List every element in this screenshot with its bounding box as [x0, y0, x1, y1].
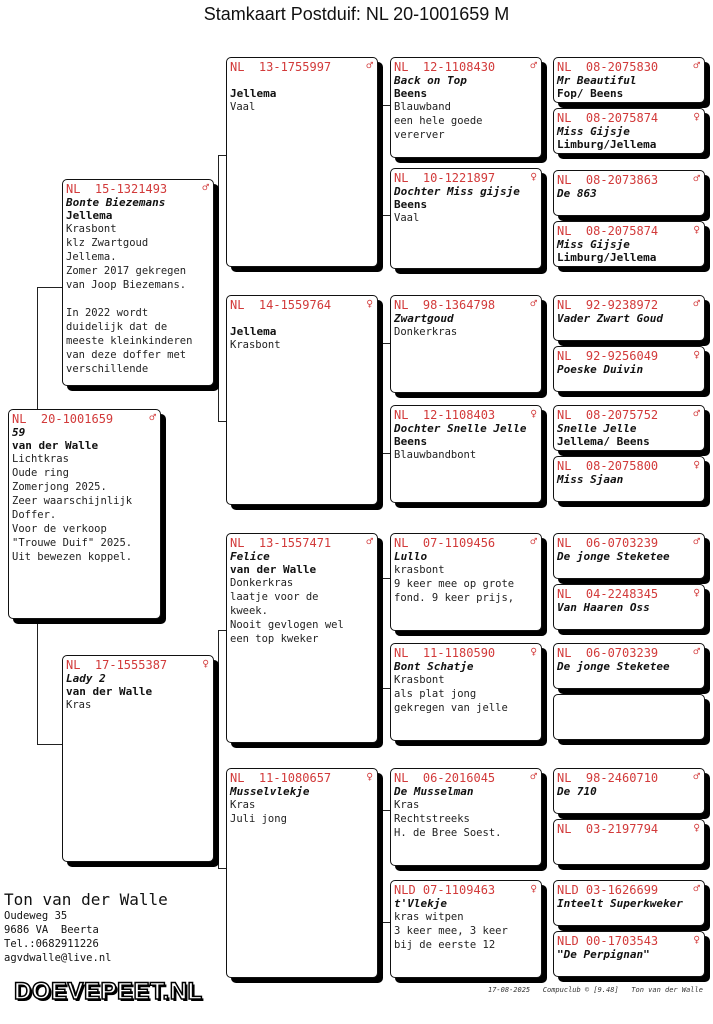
owner-name: Jellema/ Beens — [557, 435, 650, 448]
pigeon-note: van deze doffer met — [66, 349, 187, 361]
pigeon-name: Inteelt Superkweker — [557, 897, 683, 910]
connector-line — [546, 428, 547, 478]
connector-line — [382, 922, 390, 923]
pigeon-note: een hele goede — [394, 115, 483, 127]
connector-line — [382, 215, 390, 216]
pigeon-name: Zwartgoud — [394, 312, 454, 325]
female-icon: ♀ — [693, 110, 700, 123]
pigeon-card-p21 — [553, 405, 705, 451]
connector-line — [382, 343, 383, 453]
pigeon-card-p12 — [390, 643, 542, 741]
pigeon-card-p10 — [390, 405, 542, 503]
female-icon: ♀ — [693, 458, 700, 471]
pigeon-note: Zeer waarschijnlijk — [12, 495, 133, 507]
pigeon-name: Miss Gijsje — [557, 238, 630, 251]
connector-line — [382, 453, 390, 454]
ring-number: NLD 07-1109463 — [394, 883, 496, 897]
pigeon-note: laatje voor de — [230, 591, 319, 603]
pigeon-note: Donkerkras — [230, 577, 294, 589]
male-icon: ♂ — [530, 535, 537, 548]
owner-name: Fop/ Beens — [557, 87, 624, 100]
connector-line — [37, 744, 62, 745]
pigeon-name: Lady 2 — [66, 672, 106, 685]
pigeon-card-p26 — [553, 694, 705, 740]
pigeon-note: Kras — [66, 699, 92, 711]
page-title: Stamkaart Postduif: NL 20-1001659 M — [203, 4, 510, 24]
pigeon-note: Rechtstreeks — [394, 813, 470, 825]
pigeon-note: Blauwbandbont — [394, 449, 477, 461]
owner-name: Jellema — [230, 87, 277, 100]
connector-line — [218, 421, 226, 422]
pigeon-note: een top kweker — [230, 633, 319, 645]
pigeon-note: Vaal — [394, 212, 420, 224]
pigeon-note: gekregen van jelle — [394, 702, 508, 714]
male-icon: ♂ — [693, 407, 700, 420]
female-icon: ♀ — [530, 645, 537, 658]
pigeon-card-p11 — [390, 533, 542, 631]
pigeon-note: 9 keer mee op grote — [394, 578, 515, 590]
pigeon-note: klz Zwartgoud — [66, 237, 149, 249]
ring-number: NL 06-0703239 — [557, 646, 659, 660]
connector-line — [546, 665, 547, 715]
pigeon-card-p6 — [226, 768, 378, 978]
ring-number: NL 13-1755997 — [230, 60, 332, 74]
pigeon-note: krasbont — [394, 564, 445, 576]
pigeon-card-p29 — [553, 880, 705, 926]
pigeon-card-p23 — [553, 533, 705, 579]
ring-number: NLD 03-1626699 — [557, 883, 659, 897]
pigeon-note: Kras — [394, 799, 420, 811]
ring-number: NL 08-2075830 — [557, 60, 659, 74]
connector-line — [546, 897, 547, 947]
connector-line — [37, 287, 62, 288]
ring-number: NL 08-2075874 — [557, 111, 659, 125]
ring-number: NL 06-0703239 — [557, 536, 659, 550]
pigeon-name: De jonge Steketee — [557, 550, 670, 563]
pigeon-card-p27 — [553, 768, 705, 814]
female-icon: ♀ — [366, 297, 373, 310]
female-icon: ♀ — [693, 933, 700, 946]
male-icon: ♂ — [149, 411, 156, 424]
pigeon-card-p7 — [390, 57, 542, 158]
pigeon-note: "Trouwe Duif" 2025. — [12, 537, 133, 549]
pigeon-card-p16 — [553, 108, 705, 154]
pigeon-note: Kras — [230, 799, 256, 811]
female-icon: ♀ — [693, 586, 700, 599]
pigeon-note: Oude ring — [12, 467, 69, 479]
pigeon-name: Poeske Duivin — [557, 363, 644, 376]
pigeon-note: Zomerjong 2025. — [12, 481, 107, 493]
pigeon-note: duidelijk dat de — [66, 321, 168, 333]
owner-name: van der Walle — [66, 685, 153, 698]
pigeon-note: In 2022 wordt — [66, 307, 149, 319]
pigeon-note: Nooit gevlogen wel — [230, 619, 344, 631]
pigeon-note: meeste kleinkinderen — [66, 335, 193, 347]
owner-name: Beens — [394, 435, 428, 448]
owner-address-2: 9686 VA Beerta — [4, 924, 99, 936]
owner-name: Limburg/Jellema — [557, 138, 657, 151]
pigeon-card-p22 — [553, 456, 705, 502]
ring-number: NL 20-1001659 — [12, 412, 114, 426]
pigeon-name: De jonge Steketee — [557, 660, 670, 673]
pigeon-note: Uit bewezen koppel. — [12, 551, 133, 563]
owner-name: van der Walle — [12, 439, 99, 452]
pigeon-card-p30 — [553, 931, 705, 977]
pigeon-card-p9 — [390, 295, 542, 393]
male-icon: ♂ — [202, 181, 209, 194]
connector-line — [546, 80, 547, 130]
male-icon: ♂ — [366, 535, 373, 548]
male-icon: ♂ — [693, 770, 700, 783]
ring-number: NL 08-2075752 — [557, 408, 659, 422]
pigeon-name: Felice — [230, 550, 270, 563]
pigeon-name: Miss Sjaan — [557, 473, 624, 486]
ring-number: NL 07-1109456 — [394, 536, 496, 550]
pigeon-card-p4 — [226, 295, 378, 505]
pigeon-card-p8 — [390, 168, 542, 269]
male-icon: ♂ — [530, 59, 537, 72]
pigeon-card-p5 — [226, 533, 378, 743]
female-icon: ♀ — [366, 770, 373, 783]
pigeon-name: Lullo — [394, 550, 428, 563]
pigeon-note: vererver — [394, 129, 445, 141]
connector-line — [382, 578, 390, 579]
male-icon: ♂ — [693, 645, 700, 658]
pigeon-name: De Musselman — [394, 785, 474, 798]
pigeon-note: Voor de verkoop — [12, 523, 107, 535]
male-icon: ♂ — [366, 59, 373, 72]
pigeon-note: Zomer 2017 gekregen — [66, 265, 187, 277]
print-info: 17-08-2025 Compuclub © [9.48] Ton van der Walle — [488, 986, 703, 994]
pigeon-note: H. de Bree Soest. — [394, 827, 502, 839]
pigeon-card-p2 — [62, 655, 214, 862]
ring-number: NL 98-2460710 — [557, 771, 659, 785]
ring-number: NL 08-2073863 — [557, 173, 659, 187]
pigeon-note: bij de eerste 12 — [394, 939, 496, 951]
female-icon: ♀ — [202, 657, 209, 670]
pigeon-name: Dochter Snelle Jelle — [394, 422, 527, 435]
ring-number: NL 92-9238972 — [557, 298, 659, 312]
pigeon-card-p24 — [553, 584, 705, 630]
connector-line — [382, 343, 390, 344]
owner-address-1: Oudeweg 35 — [4, 910, 68, 922]
pigeon-note: Krasbont — [394, 674, 445, 686]
pigeon-note: als plat jong — [394, 688, 477, 700]
pigeon-note: Doffer. — [12, 509, 57, 521]
pigeon-name: "De Perpignan" — [557, 948, 650, 961]
ring-number: NL 06-2016045 — [394, 771, 496, 785]
ring-number: NL 12-1108430 — [394, 60, 496, 74]
owner-name: Beens — [394, 198, 428, 211]
pigeon-name: Van Haaren Oss — [557, 601, 650, 614]
pigeon-name: De 863 — [557, 187, 597, 200]
female-icon: ♀ — [530, 882, 537, 895]
ring-number: NL 10-1221897 — [394, 171, 496, 185]
pigeon-name: Miss Gijsje — [557, 125, 630, 138]
pigeon-name: Back on Top — [394, 74, 467, 87]
ring-number: NL 92-9256049 — [557, 349, 659, 363]
pigeon-note: Vaal — [230, 101, 256, 113]
ring-number: NL 98-1364798 — [394, 298, 496, 312]
connector-line — [382, 688, 390, 689]
ring-number: NL 03-2197794 — [557, 822, 659, 836]
male-icon: ♂ — [530, 297, 537, 310]
pigeon-note: verschillende — [66, 363, 149, 375]
male-icon: ♂ — [530, 770, 537, 783]
ring-number: NL 14-1559764 — [230, 298, 332, 312]
ring-number: NL 04-2248345 — [557, 587, 659, 601]
female-icon: ♀ — [693, 821, 700, 834]
owner-name: van der Walle — [230, 563, 317, 576]
pigeon-card-p13 — [390, 768, 542, 866]
owner-phone: Tel.:0682911226 — [4, 938, 99, 950]
pigeon-card-p3 — [226, 57, 378, 267]
pigeon-note: Lichtkras — [12, 453, 69, 465]
pigeon-note: 3 keer mee, 3 keer — [394, 925, 508, 937]
ring-number: NL 12-1108403 — [394, 408, 496, 422]
connector-line — [546, 785, 547, 835]
connector-line — [218, 155, 219, 421]
pigeon-name: Musselvlekje — [230, 785, 310, 798]
pigeon-note: Jellema. — [66, 251, 117, 263]
ring-number: NL 13-1557471 — [230, 536, 332, 550]
pigeon-note: Juli jong — [230, 813, 287, 825]
connector-line — [218, 630, 226, 631]
pigeon-name: Bont Schatje — [394, 660, 474, 673]
male-icon: ♂ — [693, 59, 700, 72]
pigeon-note: Krasbont — [230, 339, 281, 351]
pigeon-card-p25 — [553, 643, 705, 689]
pigeon-note: van Joop Biezemans. — [66, 279, 187, 291]
pigeon-note: Krasbont — [66, 223, 117, 235]
owner-block — [4, 890, 168, 965]
pigeon-note — [66, 292, 210, 306]
pigeon-note: kras witpen — [394, 911, 464, 923]
ring-number: NL 08-2075800 — [557, 459, 659, 473]
female-icon: ♀ — [693, 348, 700, 361]
ring-number: NL 11-1080657 — [230, 771, 332, 785]
female-icon: ♀ — [693, 223, 700, 236]
pigeon-card-p0 — [8, 409, 161, 619]
owner-name: Jellema — [66, 209, 113, 222]
pigeon-card-p18 — [553, 221, 705, 267]
pigeon-card-p20 — [553, 346, 705, 392]
pigeon-note: Blauwband — [394, 101, 451, 113]
connector-line — [218, 155, 226, 156]
male-icon: ♂ — [693, 535, 700, 548]
connector-line — [546, 553, 547, 603]
ring-number: NL 11-1180590 — [394, 646, 496, 660]
ring-number: NL 08-2075874 — [557, 224, 659, 238]
pigeon-note: kweek. — [230, 605, 268, 617]
pigeon-card-p14 — [390, 880, 542, 978]
owner-name: Ton van der Walle — [4, 890, 168, 909]
connector-line — [382, 105, 383, 215]
pigeon-note: Donkerkras — [394, 326, 458, 338]
ring-number: NL 15-1321493 — [66, 182, 168, 196]
pigeon-note: fond. 9 keer prijs, — [394, 592, 515, 604]
pigeon-name: Dochter Miss gijsje — [394, 185, 520, 198]
connector-line — [382, 105, 390, 106]
owner-name: Beens — [394, 87, 428, 100]
pigeon-card-p15 — [553, 57, 705, 103]
pigeon-name: t'Vlekje — [394, 897, 447, 910]
ring-number: NLD 00-1703543 — [557, 934, 659, 948]
site-logo: DOEVEPEET.NL — [14, 978, 203, 1005]
female-icon: ♀ — [530, 407, 537, 420]
pigeon-card-p19 — [553, 295, 705, 341]
pigeon-name: Bonte Biezemans — [66, 196, 166, 209]
owner-name: Jellema — [230, 325, 277, 338]
connector-line — [382, 578, 383, 688]
pigeon-name: 59 — [12, 426, 26, 439]
connector-line — [382, 810, 390, 811]
pigeon-name: Snelle Jelle — [557, 422, 637, 435]
pigeon-card-p28 — [553, 819, 705, 865]
male-icon: ♂ — [693, 172, 700, 185]
connector-line — [382, 810, 383, 922]
female-icon: ♀ — [530, 170, 537, 183]
male-icon: ♂ — [693, 297, 700, 310]
owner-email: agvdwalle@live.nl — [4, 952, 112, 964]
owner-name: Limburg/Jellema — [557, 251, 657, 264]
connector-line — [218, 630, 219, 868]
pigeon-name: Mr Beautiful — [557, 74, 637, 87]
connector-line — [546, 318, 547, 368]
pigeon-name: De 710 — [557, 785, 597, 798]
pigeon-name: Vader Zwart Goud — [557, 312, 663, 325]
connector-line — [546, 192, 547, 242]
pigeon-card-p17 — [553, 170, 705, 216]
male-icon: ♂ — [693, 882, 700, 895]
ring-number: NL 17-1555387 — [66, 658, 168, 672]
connector-line — [218, 868, 226, 869]
pigeon-card-p1 — [62, 179, 214, 386]
